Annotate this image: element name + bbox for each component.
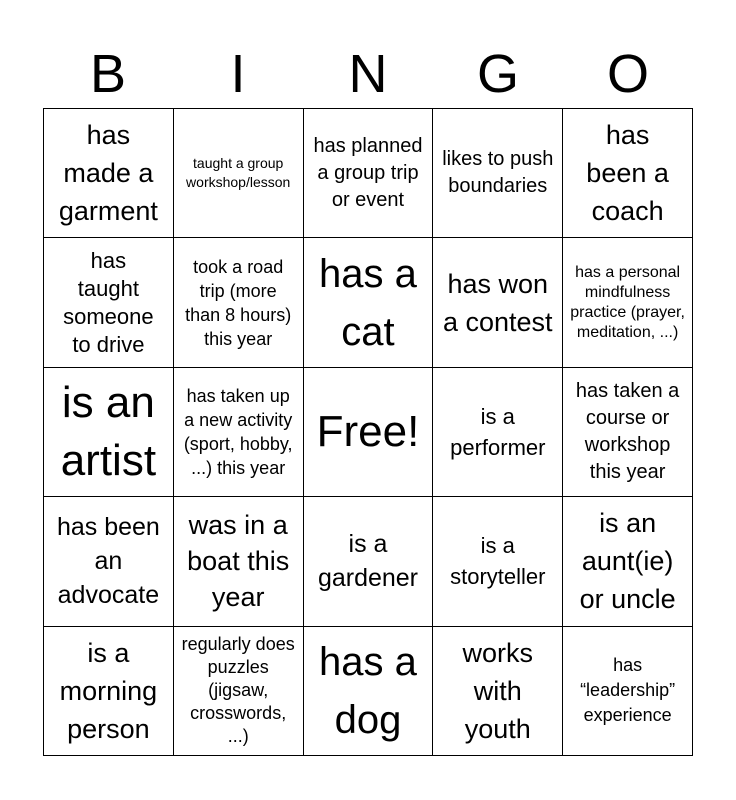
cell-text: has won a contest xyxy=(442,268,553,337)
bingo-cell[interactable] xyxy=(44,109,174,238)
bingo-cell[interactable] xyxy=(563,497,693,626)
bingo-cell[interactable] xyxy=(174,497,304,626)
bingo-cell[interactable] xyxy=(174,109,304,238)
cell-text: has a cat xyxy=(319,251,417,354)
bingo-cell[interactable] xyxy=(44,497,174,626)
bingo-cell[interactable] xyxy=(433,109,563,238)
bingo-cell[interactable] xyxy=(563,368,693,497)
header-letter-n: N xyxy=(348,44,388,104)
bingo-cell[interactable] xyxy=(304,109,434,238)
cell-text: has taught someone to drive xyxy=(63,247,154,357)
cell-text: has taken up a new activity (sport, hobby, ...) this year xyxy=(183,385,293,478)
header-letter-o: O xyxy=(606,44,649,104)
bingo-cell[interactable] xyxy=(174,368,304,497)
cell-text: taught a group workshop/lesson xyxy=(186,155,291,191)
cell-text: has been an advocate xyxy=(56,513,160,610)
cell-text: was in a boat this year xyxy=(187,510,290,613)
cell-text: Free! xyxy=(316,406,420,456)
bingo-cell[interactable] xyxy=(563,109,693,238)
bingo-cell[interactable] xyxy=(174,238,304,367)
bingo-cell[interactable] xyxy=(174,627,304,756)
cell-text: has taken a course or workshop this year xyxy=(575,379,680,483)
cell-text: has “leadership” experience xyxy=(580,655,676,726)
bingo-header xyxy=(43,40,693,108)
bingo-cell[interactable] xyxy=(433,238,563,367)
bingo-cell[interactable] xyxy=(304,368,434,497)
cell-text: has been a coach xyxy=(586,120,669,227)
cell-text: is a performer xyxy=(450,403,546,460)
header-letter-b: B xyxy=(89,44,127,104)
cell-text: likes to push boundaries xyxy=(442,148,554,198)
bingo-cell[interactable] xyxy=(304,627,434,756)
cell-text: is an artist xyxy=(60,377,157,485)
header-letter-i: I xyxy=(230,44,246,104)
bingo-cell[interactable] xyxy=(304,238,434,367)
cell-text: regularly does puzzles (jigsaw, crosswords, ...) xyxy=(181,634,295,747)
bingo-cell[interactable] xyxy=(433,497,563,626)
cell-text: took a road trip (more than 8 hours) this year xyxy=(185,256,292,349)
cell-text: works with youth xyxy=(462,637,534,744)
cell-text: is a morning person xyxy=(59,637,158,744)
cell-text: is a storyteller xyxy=(450,533,546,590)
cell-text: has a dog xyxy=(319,639,417,742)
cell-text: has a personal mindfulness practice (prayer, meditation, ...) xyxy=(570,263,685,341)
bingo-cell[interactable] xyxy=(433,627,563,756)
bingo-cell[interactable] xyxy=(563,627,693,756)
cell-text: is a gardener xyxy=(317,530,419,593)
bingo-cell[interactable] xyxy=(44,368,174,497)
bingo-cell[interactable] xyxy=(304,497,434,626)
bingo-cell[interactable] xyxy=(44,238,174,367)
cell-text: has planned a group trip or event xyxy=(313,134,423,211)
cell-text: is an aunt(ie) or uncle xyxy=(579,508,676,615)
header-letter-g: G xyxy=(476,44,519,104)
bingo-cell[interactable] xyxy=(44,627,174,756)
bingo-cell[interactable] xyxy=(563,238,693,367)
bingo-card-grid xyxy=(43,108,693,756)
bingo-cell[interactable] xyxy=(433,368,563,497)
cell-text: has made a garment xyxy=(58,120,158,227)
